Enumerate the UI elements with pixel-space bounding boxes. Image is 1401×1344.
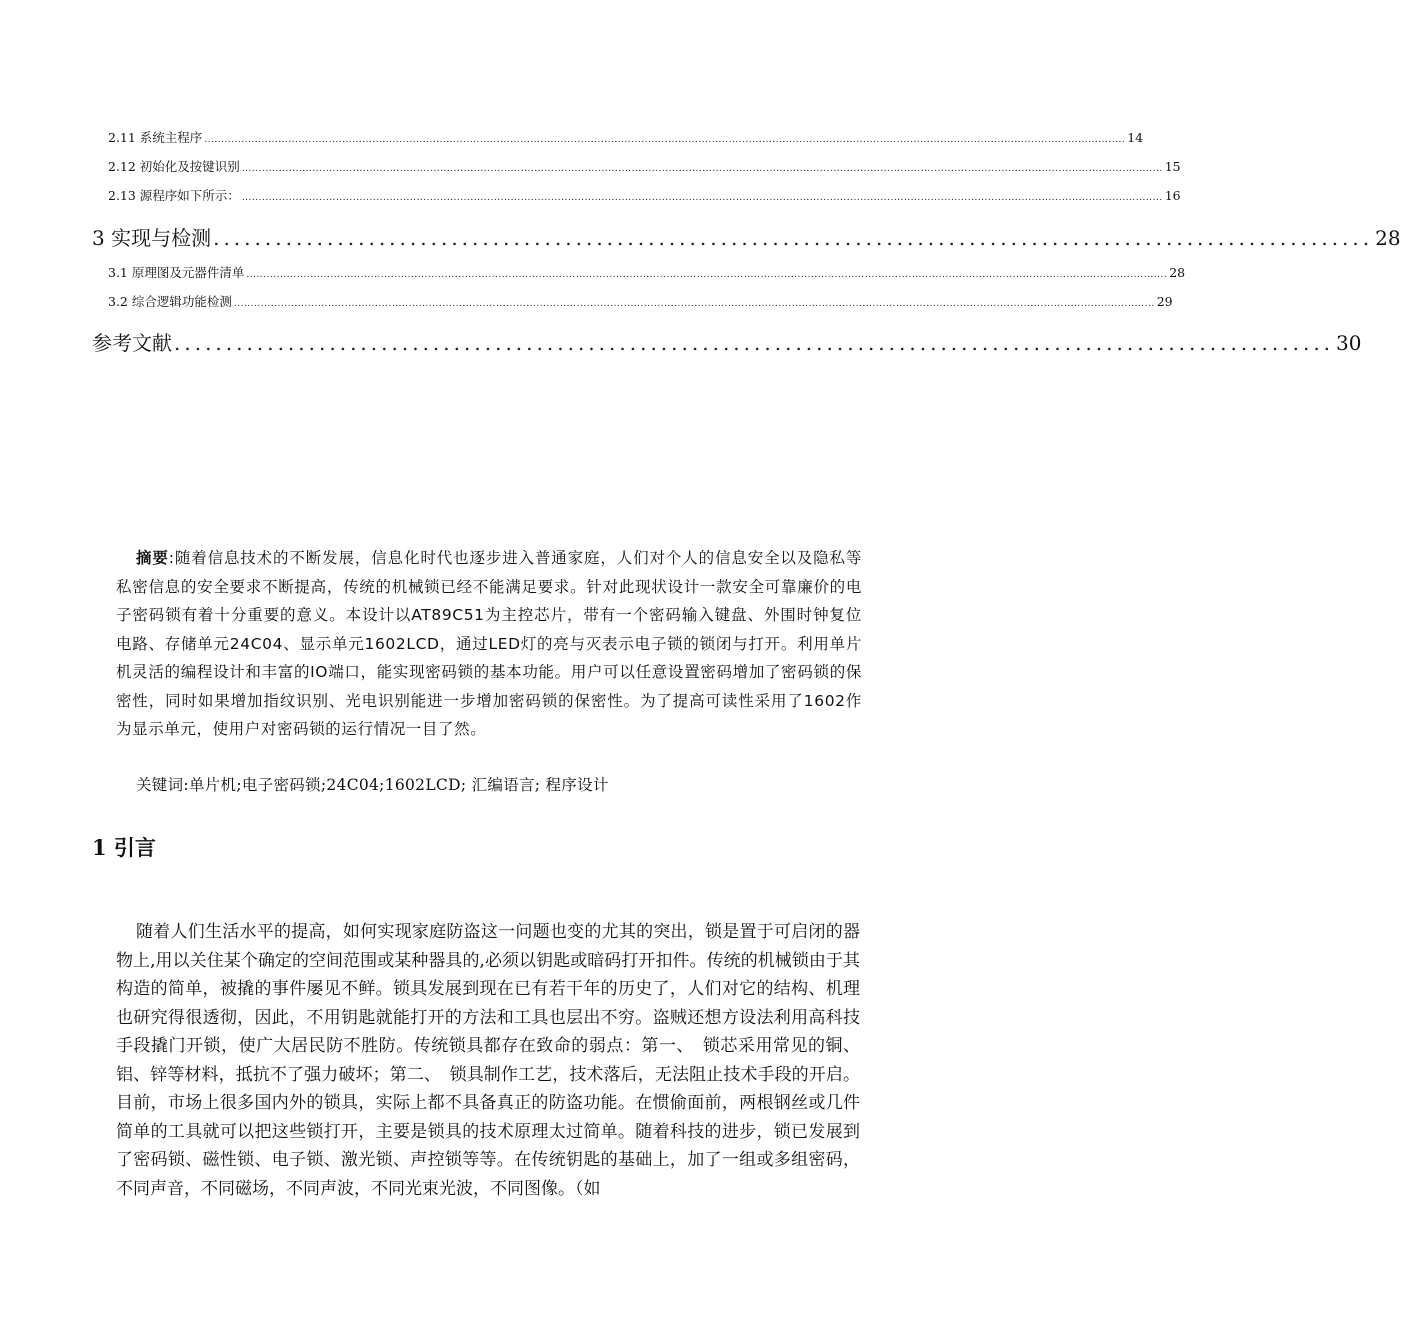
toc-entry-page: 16 [1164, 188, 1181, 203]
toc-entry-page: 15 [1164, 159, 1181, 174]
toc-entry-title: 3.2 综合逻辑功能检测 [108, 294, 232, 309]
toc-entry-page: 28 [1375, 226, 1401, 250]
toc-leader-dots: ................................................................................................................ [213, 226, 1374, 250]
toc-leader-dots: .................................................................................................................................................................................................................................................................................. [246, 270, 1168, 280]
abstract-text: :随着信息技术的不断发展，信息化时代也逐步进入普通家庭，人们对个人的信息安全以及隐私等私密信息的安全要求不断提高，传统的机械锁已经不能满足要求。针对此现状设计一款安全可靠廉价的电子密码锁有着十分重要的意义。本设计以AT89C51为主控芯片，带有一个密码输入键盘、外围时钟复位电路、存储单元24C04、显示单元1602LCD，通过LED灯的亮与灭表示电子锁的锁闭与打开。利用单片机灵活的编程设计和丰富的IO端口，能实现密码锁的基本功能。用户可以任意设置密码增加了密码锁的保密性，同时如果增加指纹识别、光电识别能进一步增加密码锁的保密性。为了提高可读性采用了1602作为显示单元，使用户对密码锁的运行情况一目了然。 [116, 549, 863, 738]
toc-entry-page: 28 [1169, 265, 1186, 280]
toc-entry-2-12[interactable] [108, 157, 1181, 175]
toc-entry-references[interactable] [92, 327, 1362, 356]
abstract-label: 摘要 [136, 549, 169, 567]
toc-entry-title: 参考文献 [92, 331, 172, 355]
keywords-line: 关键词:单片机;电子密码锁;24C04;1602LCD; 汇编语言; 程序设计 [136, 776, 609, 794]
toc-entry-2-13[interactable] [108, 186, 1181, 204]
toc-entry-title: 3 实现与检测 [92, 226, 212, 250]
toc-leader-dots: ................................................................................................................ [174, 331, 1335, 355]
abstract-paragraph [116, 544, 862, 744]
toc-entry-title: 2.11 系统主程序 [108, 130, 203, 145]
toc-leader-dots: .................................................................................................................................................................................................................................................................................. [241, 193, 1163, 203]
toc-entry-page: 14 [1127, 130, 1144, 145]
toc-entry-2-11[interactable] [108, 128, 1144, 146]
toc-entry-chapter-3[interactable] [92, 222, 1401, 251]
toc-entry-title: 2.12 初始化及按键识别 [108, 159, 240, 174]
section-heading-introduction: 1 引言 [92, 835, 156, 860]
toc-entry-page: 30 [1336, 331, 1362, 355]
toc-leader-dots: .................................................................................................................................................................................................................................................................................. [241, 164, 1163, 174]
introduction-paragraph: 随着人们生活水平的提高，如何实现家庭防盗这一问题也变的尤其的突出，锁是置于可启闭的器物上,用以关住某个确定的空间范围或某种器具的,必须以钥匙或暗码打开扣件。传统的机械锁由于其构造的简单，被撬的事件屡见不鲜。锁具发展到现在已有若干年的历史了，人们对它的结构、机理也研究得很透彻，因此，不用钥匙就能打开的方法和工具也层出不穷。盗贼还想方设法利用高科技手段撬门开锁，使广大居民防不胜防。传统锁具都存在致命的弱点：第一、 锁芯采用常见的铜、铝、锌等材料，抵抗不了强力破坏；第二、 锁具制作工艺，技术落后，无法阻止技术手段的开启。目前，市场上很多国内外的锁具，实际上都不具备真正的防盗功能。在惯偷面前，两根钢丝或几件简单的工具就可以把这些锁打开，主要是锁具的技术原理太过简单。随着科技的进步，锁已发展到了密码锁、磁性锁、电子锁、激光锁、声控锁等等。在传统钥匙的基础上，加了一组或多组密码，不同声音，不同磁场，不同声波，不同光束光波，不同图像。（如 [116, 922, 860, 1199]
toc-entry-title: 3.1 原理图及元器件清单 [108, 265, 245, 280]
toc-entry-page: 29 [1156, 294, 1173, 309]
toc-leader-dots: .................................................................................................................................................................................................................................................................................. [233, 299, 1155, 309]
toc-entry-3-2[interactable] [108, 292, 1173, 310]
toc-entry-3-1[interactable] [108, 263, 1186, 281]
toc-leader-dots: .................................................................................................................................................................................................................................................................................. [204, 135, 1126, 145]
toc-entry-title: 2.13 源程序如下所示： [108, 188, 240, 203]
